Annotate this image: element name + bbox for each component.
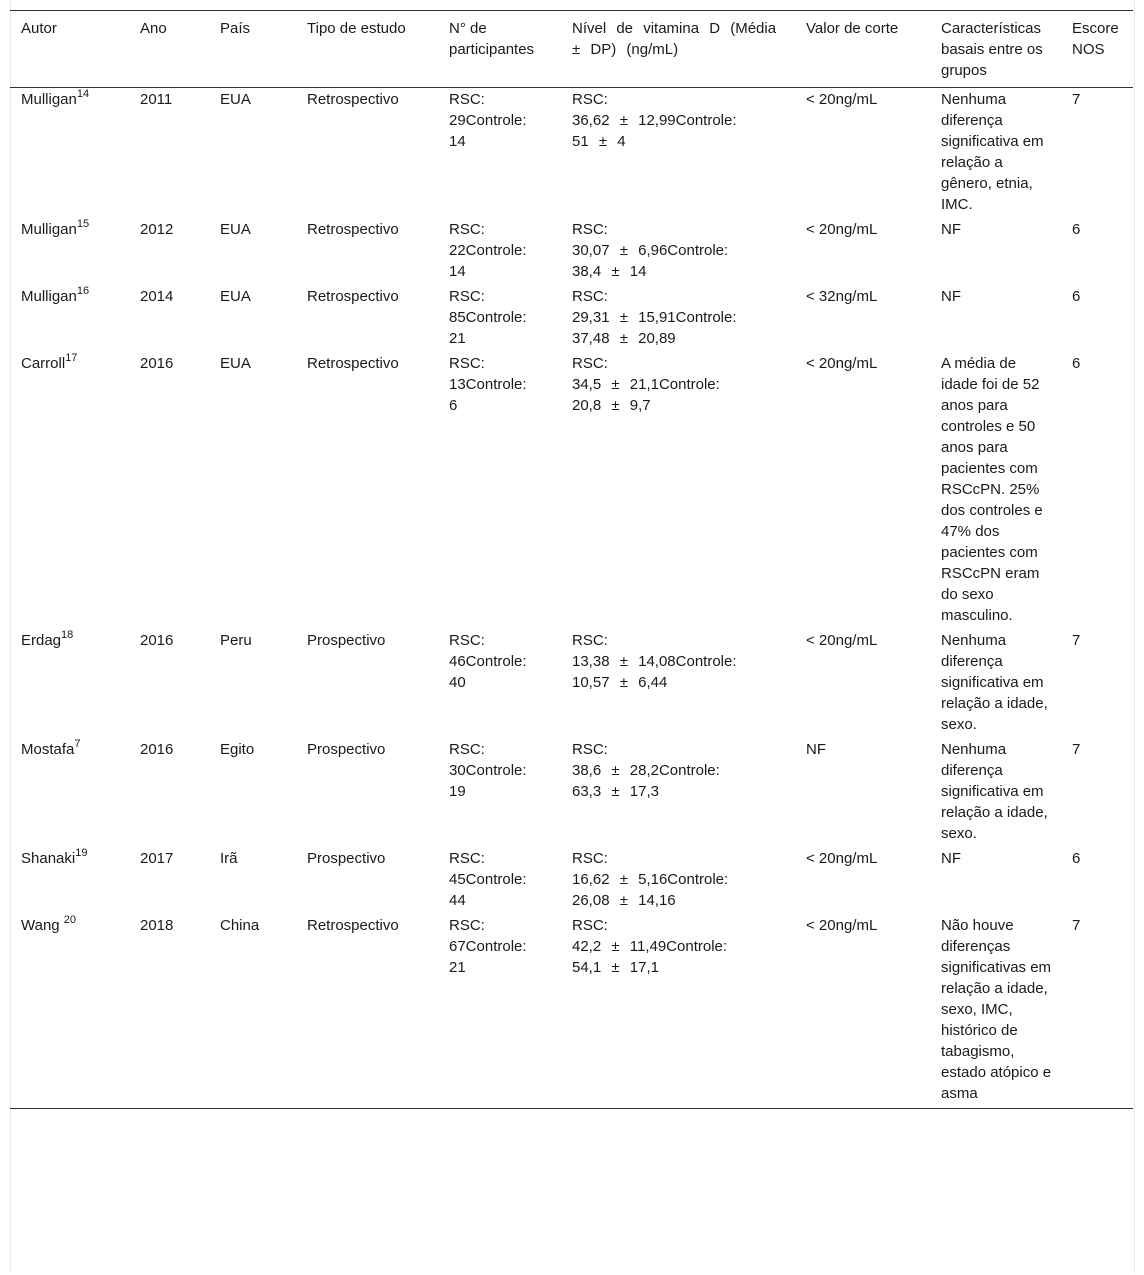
cell-caracteristicas: NF [941, 288, 961, 305]
table-row [10, 913, 1133, 1109]
cell-tipo: Retrospectivo [307, 288, 399, 305]
cell-ano: 2016 [140, 355, 174, 372]
cell-ano: 2014 [140, 288, 174, 305]
cell-participantes: RSC: 30Controle: 19 [449, 741, 527, 800]
studies-table [10, 10, 1133, 1109]
cell-vitamina: RSC: 42,2 ± 11,49Controle: 54,1 ± 17,1 [572, 917, 728, 976]
header-ano: Ano [140, 20, 167, 37]
cell-autor [10, 737, 129, 846]
cell-pais: China [220, 917, 260, 934]
cell-participantes: RSC: 22Controle: 14 [449, 221, 527, 280]
cell-autor [10, 217, 129, 284]
cell-vitamina: RSC: 34,5 ± 21,1Controle: 20,8 ± 9,7 [572, 355, 720, 414]
cell-nos: 7 [1072, 741, 1081, 758]
cell-participantes: RSC: 13Controle: 6 [449, 355, 527, 414]
cell-autor [10, 88, 129, 218]
author-name: Mulligan [21, 288, 77, 305]
cell-tipo: Retrospectivo [307, 917, 399, 934]
cell-pais: EUA [220, 221, 251, 238]
cell-nos: 7 [1072, 632, 1081, 649]
cell-caracteristicas: NF [941, 221, 961, 238]
cell-participantes: RSC: 67Controle: 21 [449, 917, 527, 976]
reference-number: 16 [76, 285, 90, 297]
cell-tipo: Prospectivo [307, 632, 386, 649]
reference-number: 19 [75, 847, 88, 859]
table-row [10, 628, 1133, 737]
reference-number: 17 [65, 352, 78, 364]
cell-caracteristicas: Nenhuma diferença significativa em relação a idade, sexo. [941, 632, 1048, 733]
header-caracteristicas: Características basais entre os grupos [941, 20, 1043, 79]
table-row [10, 217, 1133, 284]
cell-vitamina: RSC: 29,31 ± 15,91Controle: 37,48 ± 20,89 [572, 288, 737, 347]
cell-nos: 6 [1072, 288, 1081, 305]
cell-corte: < 20ng/mL [806, 355, 878, 372]
cell-participantes: RSC: 29Controle: 14 [449, 91, 527, 150]
cell-nos: 6 [1072, 850, 1081, 867]
cell-autor [10, 913, 129, 1109]
author-name: Mulligan [21, 221, 77, 238]
author-name: Mulligan [21, 91, 77, 108]
cell-ano: 2018 [140, 917, 174, 934]
table-row [10, 846, 1133, 913]
author-name: Erdag [21, 632, 62, 649]
cell-corte: < 20ng/mL [806, 917, 878, 934]
cell-caracteristicas: Não houve diferenças significativas em relação a idade, sexo, IMC, histórico de tabagismo, estado atópico e asma [941, 917, 1052, 1102]
header-tipo: Tipo de estudo [307, 20, 406, 37]
table-header [10, 11, 1133, 88]
cell-pais: Peru [220, 632, 252, 649]
author-name: Mostafa [21, 741, 75, 758]
cell-tipo: Retrospectivo [307, 91, 399, 108]
cell-tipo: Prospectivo [307, 850, 386, 867]
cell-ano: 2017 [140, 850, 174, 867]
cell-corte: < 20ng/mL [806, 221, 878, 238]
table-row [10, 351, 1133, 628]
cell-vitamina: RSC: 30,07 ± 6,96Controle: 38,4 ± 14 [572, 221, 729, 280]
cell-tipo: Retrospectivo [307, 355, 399, 372]
author-name: Shanaki [21, 850, 76, 867]
cell-caracteristicas: NF [941, 850, 961, 867]
cell-tipo: Retrospectivo [307, 221, 399, 238]
cell-pais: EUA [220, 91, 251, 108]
cell-caracteristicas: A média de idade foi de 52 anos para controles e 50 anos para pacientes com RSCcPN. 25% dos controles e 47% dos pacientes com RSCcPN eram do sexo masculino. [941, 355, 1043, 624]
header-nos: Escore NOS [1072, 20, 1119, 58]
table-row [10, 284, 1133, 351]
cell-corte: < 20ng/mL [806, 850, 878, 867]
cell-tipo: Prospectivo [307, 741, 386, 758]
header-participantes: N° de participantes [449, 20, 535, 58]
cell-pais: EUA [220, 288, 251, 305]
reference-number: 18 [61, 629, 74, 641]
header-row [10, 11, 1133, 88]
cell-corte: < 20ng/mL [806, 632, 878, 649]
cell-ano: 2011 [140, 91, 173, 108]
cell-pais: Egito [220, 741, 255, 758]
cell-participantes: RSC: 45Controle: 44 [449, 850, 527, 909]
cell-vitamina: RSC: 36,62 ± 12,99Controle: 51 ± 4 [572, 91, 737, 150]
author-name: Wang [21, 917, 64, 934]
cell-pais: EUA [220, 355, 251, 372]
cell-vitamina: RSC: 16,62 ± 5,16Controle: 26,08 ± 14,16 [572, 850, 729, 909]
cell-autor [10, 351, 129, 628]
author-name: Carroll [21, 355, 66, 372]
cell-nos: 7 [1072, 917, 1081, 934]
cell-autor [10, 628, 129, 737]
table-body [10, 88, 1133, 1109]
cell-nos: 7 [1072, 91, 1081, 108]
table-row [10, 737, 1133, 846]
cell-participantes: RSC: 85Controle: 21 [449, 288, 527, 347]
cell-autor [10, 284, 129, 351]
cell-vitamina: RSC: 13,38 ± 14,08Controle: 10,57 ± 6,44 [572, 632, 737, 691]
cell-caracteristicas: Nenhuma diferença significativa em relação a gênero, etnia, IMC. [941, 91, 1044, 213]
cell-corte: < 20ng/mL [806, 91, 878, 108]
cell-ano: 2016 [140, 632, 174, 649]
cell-caracteristicas: Nenhuma diferença significativa em relação a idade, sexo. [941, 741, 1048, 842]
header-pais: País [220, 20, 251, 37]
cell-nos: 6 [1072, 355, 1081, 372]
cell-corte: < 32ng/mL [806, 288, 878, 305]
cell-autor [10, 846, 129, 913]
cell-ano: 2012 [140, 221, 174, 238]
table-row [10, 88, 1133, 218]
cell-vitamina: RSC: 38,6 ± 28,2Controle: 63,3 ± 17,3 [572, 741, 720, 800]
cell-nos: 6 [1072, 221, 1081, 238]
reference-number: 20 [63, 914, 77, 926]
reference-number: 15 [76, 218, 90, 230]
header-corte: Valor de corte [806, 20, 899, 37]
reference-number: 14 [76, 88, 90, 100]
cell-corte: NF [806, 741, 826, 758]
header-autor: Autor [21, 20, 57, 37]
cell-pais: Irã [220, 850, 238, 867]
reference-number: 7 [74, 738, 81, 750]
header-vitamina: Nível de vitamina D (Média ± DP) (ng/mL) [572, 20, 777, 58]
cell-ano: 2016 [140, 741, 174, 758]
cell-participantes: RSC: 46Controle: 40 [449, 632, 527, 691]
